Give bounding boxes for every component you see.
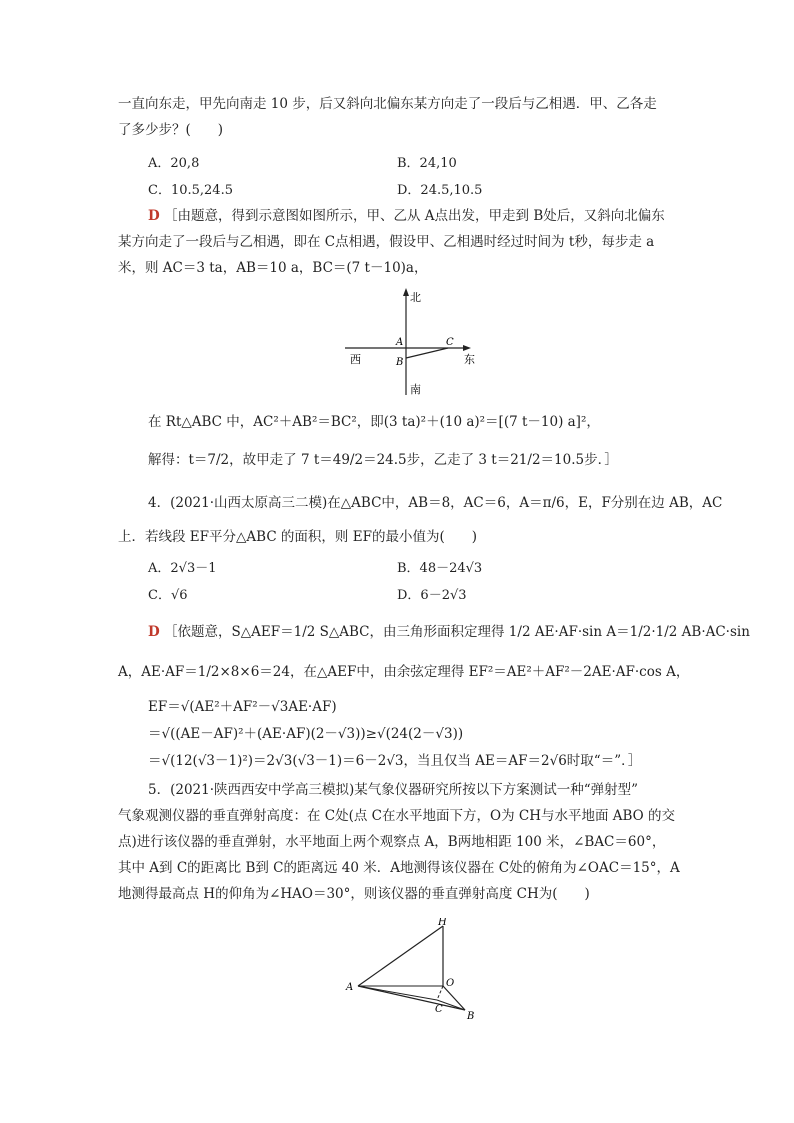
east-label: 东: [464, 353, 475, 366]
problem5-line1: 5．(2021·陕西西安中学高三模拟)某气象仪器研究所按以下方案测试一种“弹射型”: [148, 782, 639, 798]
problem3-line1: 一直向东走，甲先向南走 10 步，后又斜向北偏东某方向走了一段后与乙相遇．甲、乙各走: [118, 96, 657, 112]
problem5-line4: 其中 A到 C的距离比 B到 C的距离远 40 米．A地测得该仪器在 C处的俯角为∠OAC＝15°，A: [118, 860, 680, 876]
solution4-line5: ＝√(12(√3－1)²)＝2√3(√3－1)＝6－2√3，当且仅当 AE＝AF＝2√6时取“＝”．］: [148, 753, 642, 769]
answer-letter: D: [148, 208, 160, 224]
option-b: B．24,10: [397, 156, 457, 171]
north-label: 北: [410, 291, 421, 304]
west-label: 西: [350, 353, 361, 366]
option4-c: C．√6: [148, 588, 188, 603]
solution4-line2: A，AE·AF＝1/2×8×6＝24，在△AEF中，由余弦定理得 EF²＝AE²＋AF²－2AE·AF·cos A，: [118, 664, 690, 680]
option-a: A．20,8: [148, 156, 200, 171]
point-h-label: H: [438, 918, 447, 928]
point-c5-label: C: [435, 1004, 443, 1015]
solution4-line1: [148, 622, 750, 642]
solution3-text1: ［由题意，得到示意图如图所示，甲、乙从 A点出发，甲走到 B处后，又斜向北偏东: [164, 208, 665, 224]
problem5-line2: 气象观测仪器的垂直弹射高度：在 C处(点 C在水平地面下方，O为 CH与水平地面 ABO 的交: [118, 808, 676, 824]
problem3-line2: 了多少步？( ): [118, 122, 224, 138]
point-c-label: C: [446, 337, 454, 348]
solution4-text1: ［依题意，S△AEF＝1/2 S△ABC，由三角形面积定理得 1/2 AE·AF·sin A＝1/2·1/2 AB·AC·sin: [164, 624, 750, 640]
problem5-line3: 点)进行该仪器的垂直弹射，水平地面上两个观察点 A，B两地相距 100 米，∠BAC＝60°，: [118, 834, 666, 850]
option4-b: B．48－24√3: [397, 561, 483, 576]
south-label: 南: [410, 383, 421, 396]
solution3-line1: [148, 206, 665, 226]
option-c: C．10.5,24.5: [148, 183, 233, 198]
point-b-label: B: [396, 357, 404, 368]
solution3-line3: 米，则 AC＝3 ta，AB＝10 a，BC＝(7 t－10)a，: [118, 260, 428, 276]
option4-a: A．2√3－1: [148, 561, 217, 576]
point-a-label: A: [396, 337, 404, 348]
point-a5-label: A: [346, 982, 354, 993]
solution4-line3: EF＝√(AE²＋AF²－√3AE·AF): [148, 699, 337, 715]
problem5-line5: 地测得最高点 H的仰角为∠HAO＝30°，则该仪器的垂直弹射高度 CH为( ): [118, 886, 590, 902]
point-o-label: O: [446, 978, 455, 989]
problem4-line2: 上．若线段 EF平分△ABC 的面积，则 EF的最小值为( ): [118, 529, 477, 545]
solution3-line5: 解得：t＝7/2，故甲走了 7 t＝49/2＝24.5步，乙走了 3 t＝21/2＝10.5步．］: [148, 452, 618, 468]
solution3-line4: 在 Rt△ABC 中，AC²＋AB²＝BC²，即(3 ta)²＋(10 a)²＝[(7 t－10) a]²，: [148, 414, 600, 430]
solution4-line4: ＝√((AE－AF)²＋(AE·AF)(2－√3))≥√(24(2－√3)): [148, 726, 464, 742]
point-b5-label: B: [467, 1011, 475, 1022]
pyramid-diagram: [340, 918, 490, 1028]
solution3-line2: 某方向走了一段后与乙相遇，即在 C点相遇，假设甲、乙相遇时经过时间为 t秒，每步走 a: [118, 234, 655, 250]
option-d: D．24.5,10.5: [397, 183, 483, 198]
compass-diagram: [340, 285, 490, 400]
problem4-line1: 4．(2021·山西太原高三二模)在△ABC中，AB＝8，AC＝6，A＝π/6，E，F分别在边 AB，AC: [148, 495, 723, 511]
option4-d: D．6－2√3: [397, 588, 467, 603]
answer4-letter: D: [148, 624, 160, 640]
